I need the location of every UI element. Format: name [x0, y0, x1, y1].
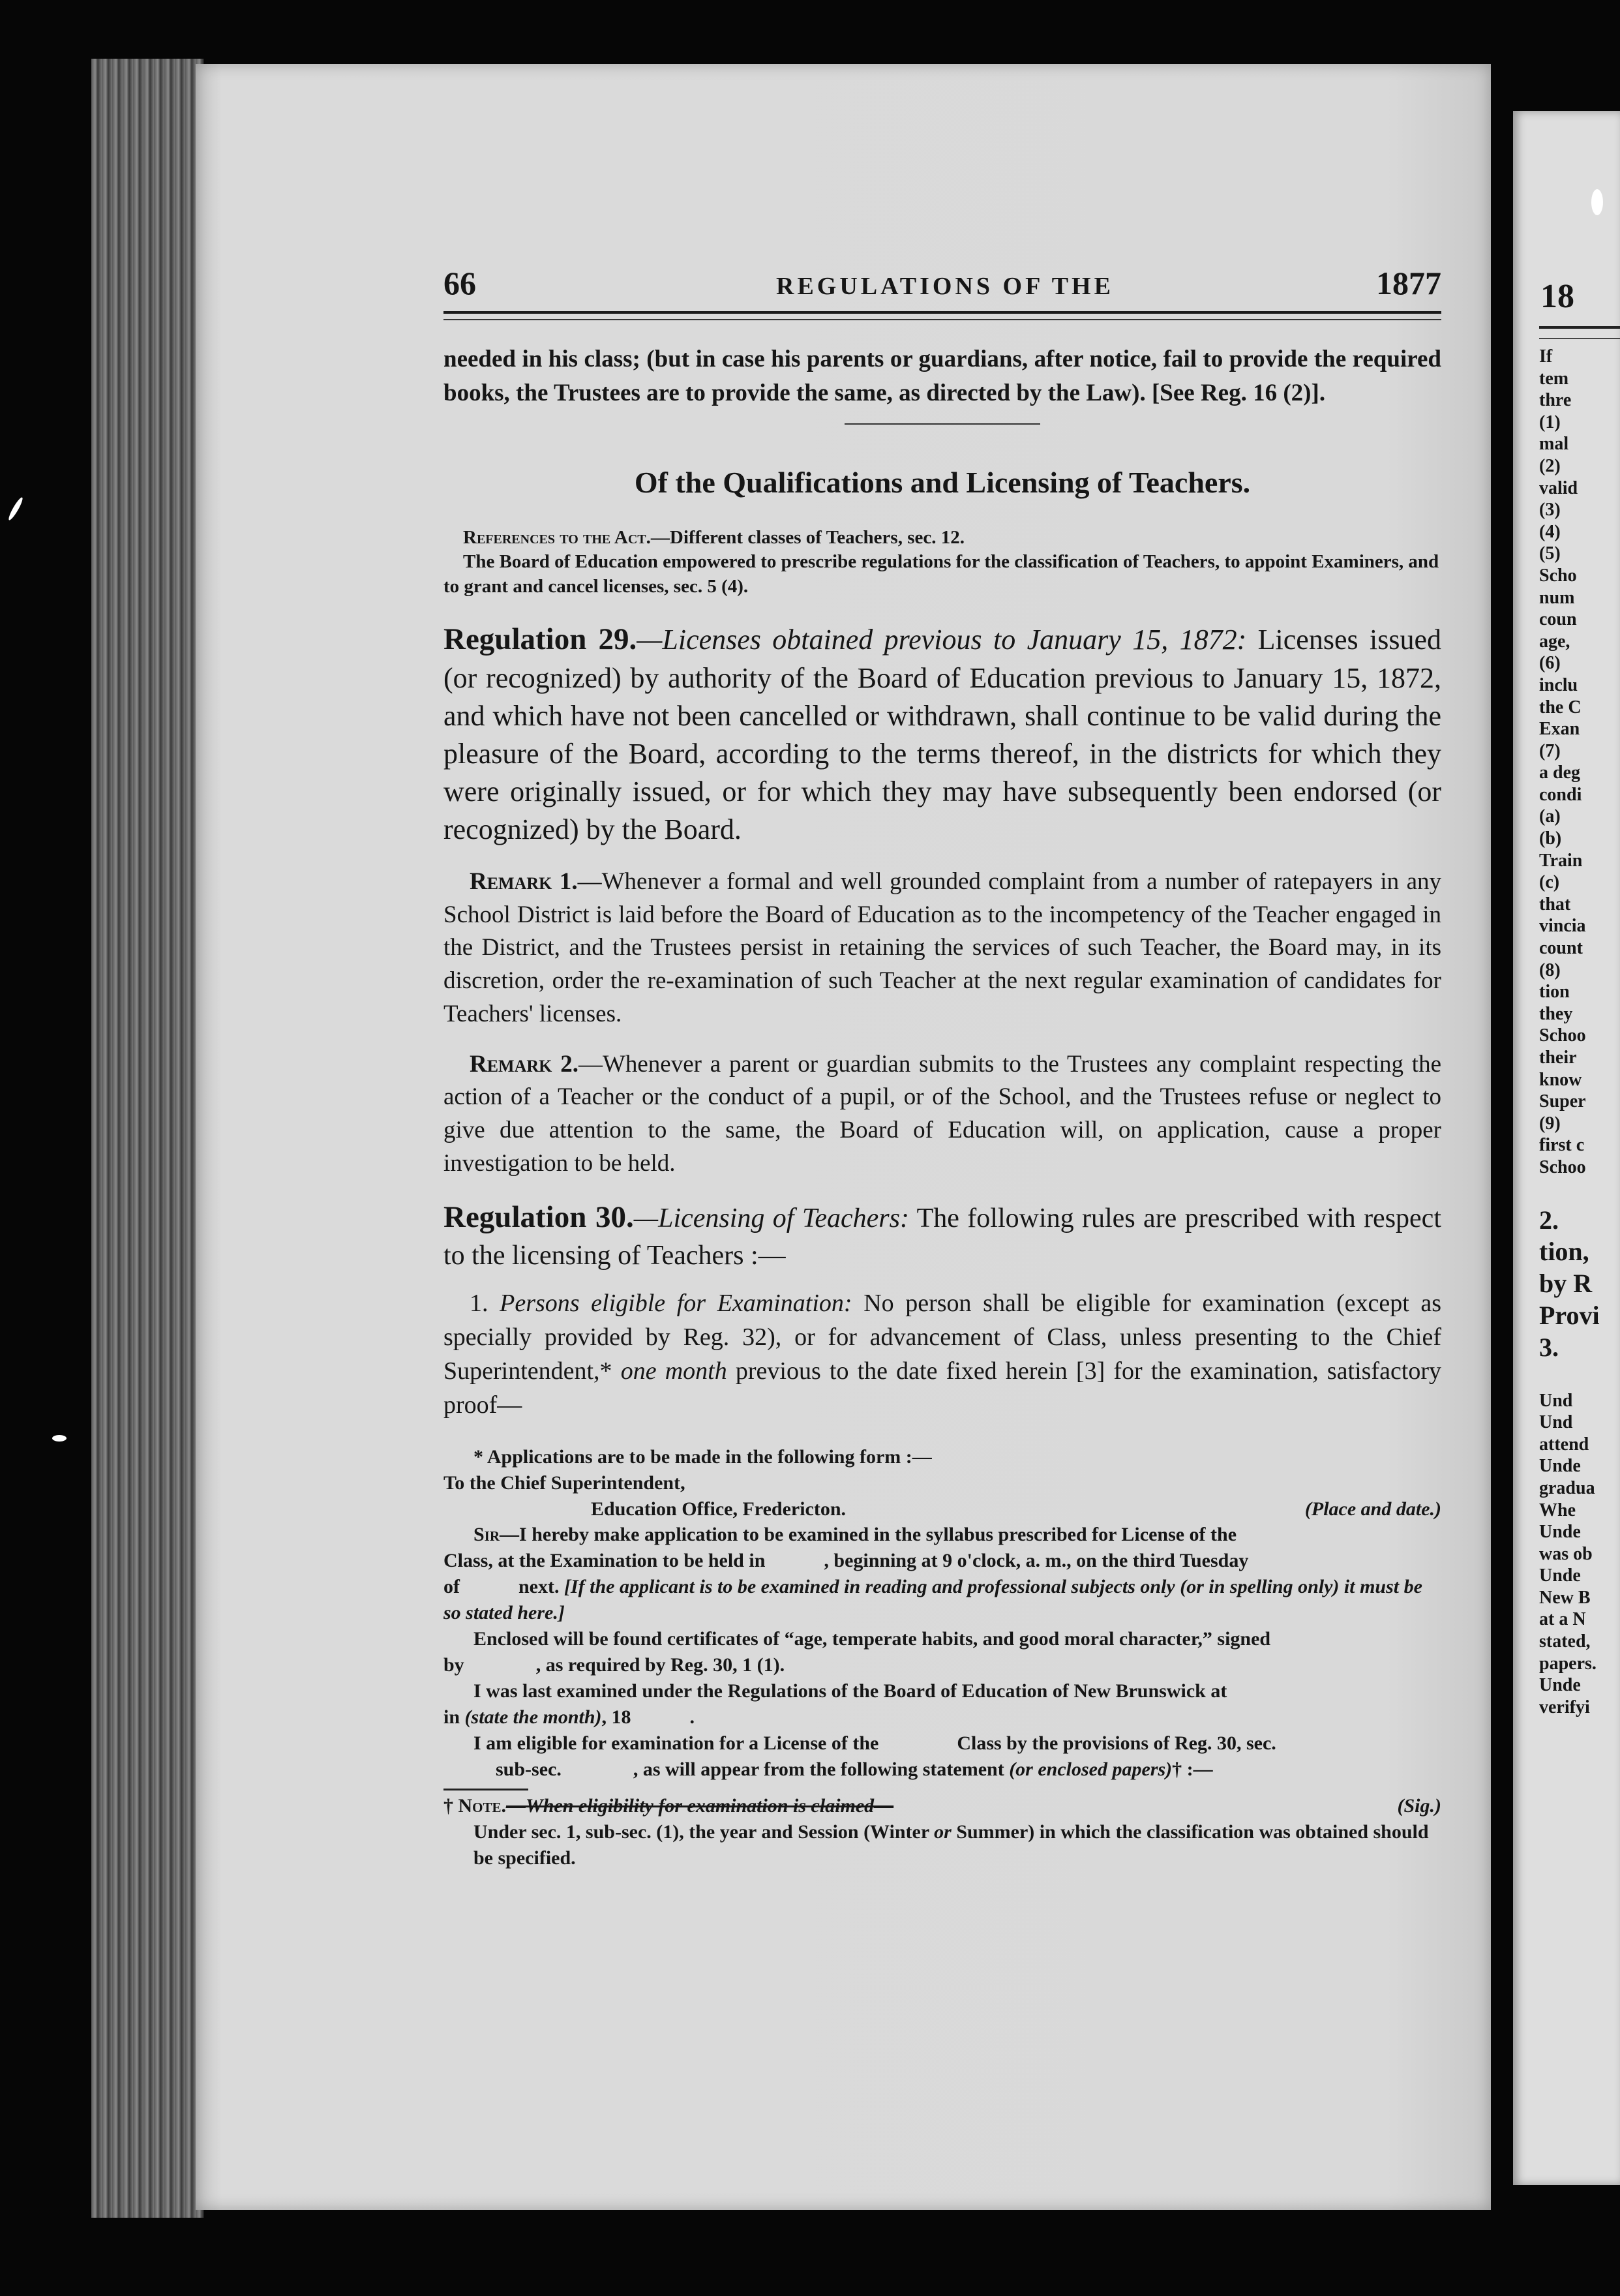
regulation-29-caption: —Licenses obtained previous to January 15, 1872:: [637, 623, 1247, 656]
right-page-line: Schoo: [1539, 1156, 1586, 1177]
right-page-strip: [1513, 111, 1620, 2185]
footnote-last-1: I was last examined under the Regulations of the Board of Education of New Brunswick at: [473, 1680, 1227, 1702]
right-page-line: (a): [1539, 806, 1561, 827]
right-page-line: vincia: [1539, 916, 1586, 937]
rule-1-emphasis: one month: [620, 1357, 727, 1385]
note-or: or: [934, 1821, 952, 1843]
note-body-2: Summer) in which the classification was obtained should be specified.: [473, 1821, 1429, 1869]
scan-speck: [7, 496, 25, 522]
right-page-line: Schoo: [1539, 1025, 1586, 1046]
right-page-line: papers.: [1539, 1653, 1597, 1674]
scan-speck: [52, 1435, 67, 1442]
right-page-line: (7): [1539, 740, 1561, 761]
footnote-intro: * Applications are to be made in the following form :—: [473, 1445, 932, 1468]
right-page-line: (b): [1539, 828, 1562, 849]
remark-2-label: Remark 2.: [470, 1050, 578, 1078]
rule-1-caption: Persons eligible for Examination:: [500, 1289, 852, 1317]
right-page-line: (4): [1539, 521, 1561, 542]
right-page-line: a deg: [1539, 763, 1580, 783]
right-page-line: Unde: [1539, 1522, 1581, 1543]
regulation-29-body: Licenses issued (or recognized) by authority of the Board of Education previous to January 15, 1872, and which have not been cancelled or withdrawn, shall continue to be valid during the pleasure of the Board, according to the terms thereof, in the districts for which they were originally issued, or for which they may have subsequently been endorsed (or recognized) by the Board.: [443, 623, 1441, 845]
right-page-line: count: [1539, 938, 1583, 959]
footnote-short-rule: [443, 1789, 528, 1790]
footnote-last-2b: (state the month): [464, 1706, 602, 1728]
right-page-line: Unde: [1539, 1456, 1581, 1477]
note-label: † Note.: [443, 1795, 507, 1817]
right-page-text: [1539, 346, 1620, 1718]
regulation-30-caption: —Licensing of Teachers:: [633, 1203, 909, 1234]
continuation-paragraph: needed in his class; (but in case his parents or guardians, after notice, fail to provide the required books, the Trustees are to provide the same, as directed by the Law). [See Reg. 16 (2)].: [443, 346, 1441, 406]
footnote-eligible-2c: (or enclosed papers): [1009, 1758, 1173, 1780]
footnote-eligible-2a: sub-sec.: [496, 1758, 562, 1780]
footnote-last-2d: .: [689, 1706, 695, 1728]
footnote-eligible-1b: Class by the provisions of Reg. 30, sec.: [957, 1732, 1276, 1754]
right-page-number: 18: [1540, 278, 1574, 315]
right-page-line: that: [1539, 894, 1571, 914]
application-footnote: [443, 1444, 1441, 1871]
right-page-line: Whe: [1539, 1500, 1576, 1520]
right-page-line: If: [1539, 346, 1553, 367]
right-page-line: Super: [1539, 1091, 1586, 1112]
act-references: [443, 526, 1441, 599]
right-page-line: (5): [1539, 543, 1561, 564]
footnote-eligible-2d: † :—: [1172, 1758, 1213, 1780]
footnote-sir-text: —I hereby make application to be examined in the syllabus prescribed for License of the: [500, 1524, 1237, 1546]
references-text-1: —Different classes of Teachers, sec. 12.: [650, 526, 965, 548]
regulation-30: [443, 1197, 1441, 1274]
footnote-place-date: (Place and date.): [1304, 1498, 1441, 1520]
right-page-line: Train: [1539, 850, 1583, 871]
rule-1-text-1: No person shall be eligible for examination (except as specially provided by Reg. 32), or for advancement of Class, unless presenting to the Chief Superintendent,*: [443, 1289, 1442, 1385]
references-label: References to the Act.: [463, 526, 651, 548]
footnote-addressee: To the Chief Superintendent,: [443, 1472, 685, 1494]
right-page-line: Und: [1539, 1390, 1573, 1411]
right-page-line: gradua: [1539, 1477, 1595, 1498]
right-page-line: verifyi: [1539, 1697, 1590, 1717]
footnote-line3a: of: [443, 1576, 460, 1598]
right-page-line: (1): [1539, 412, 1561, 432]
right-page-line: Exan: [1539, 719, 1580, 740]
right-page-line: mal: [1539, 434, 1569, 455]
right-page-line: (8): [1539, 959, 1561, 980]
signature-placeholder: (Sig.): [1397, 1795, 1441, 1817]
regulation-29: [443, 619, 1441, 849]
right-page-line: first c: [1539, 1135, 1585, 1156]
right-page-line: was ob: [1539, 1543, 1593, 1564]
regulation-30-body: The following rules are prescribed with respect to the licensing of Teachers :—: [443, 1203, 1441, 1271]
right-page-line: valid: [1539, 477, 1578, 498]
footnote-sir-label: Sir: [473, 1524, 500, 1546]
footnote-last-2c: , 18: [601, 1706, 631, 1728]
right-page-line: at a N: [1539, 1609, 1586, 1630]
spacer: [1539, 1179, 1620, 1205]
footnote-office: Education Office, Fredericton.: [591, 1498, 847, 1520]
right-page-line: stated,: [1539, 1631, 1591, 1652]
section-title: Of the Qualifications and Licensing of Teachers.: [634, 465, 1251, 499]
footnote-line2a: Class, at the Examination to be held in: [443, 1550, 766, 1572]
right-page-line: Provi: [1539, 1300, 1600, 1330]
right-page-line: (3): [1539, 500, 1561, 521]
remark-1-label: Remark 1.: [470, 868, 578, 896]
right-page-line: they: [1539, 1003, 1573, 1024]
right-page-line: (2): [1539, 455, 1561, 476]
rule-1-text-2: previous to the date fixed herein [3] for the examination, satisfactory proof—: [443, 1357, 1442, 1419]
remark-1: [443, 866, 1441, 1031]
right-page-line: age,: [1539, 631, 1570, 652]
right-page-line: coun: [1539, 609, 1577, 630]
right-page-line: (9): [1539, 1113, 1561, 1134]
references-text-2: The Board of Education empowered to prescribe regulations for the classification of Teachers, to appoint Examiners, and to grant and cancel licenses, sec. 5 (4).: [443, 551, 1439, 597]
rule-1-number: 1.: [470, 1289, 488, 1317]
remark-2: [443, 1048, 1441, 1181]
page-number: 66: [443, 265, 476, 301]
footnote-eligible-2b: , as will appear from the following statement: [633, 1758, 1004, 1780]
scan-speck: [1591, 189, 1603, 215]
footnote-last-2a: in: [443, 1706, 460, 1728]
right-page-line: New B: [1539, 1587, 1591, 1608]
note-body-1: Under sec. 1, sub-sec. (1), the year and Session (Winter: [473, 1821, 929, 1843]
header-year: 1877: [1376, 265, 1441, 301]
section-separator: [845, 423, 1040, 425]
remark-1-text: —Whenever a formal and well grounded complaint from a number of ratepayers in any School District is laid before the Board of Education as to the incompetency of the Teacher engaged in the District, and the Trustees persist in retaining the services of such Teacher, the Board may, in its discretion, order the re-examination of such Teacher at the next regular examination of candidates for Teachers' licenses.: [443, 868, 1441, 1027]
page-content: [443, 264, 1441, 1871]
spacer: [1539, 1364, 1620, 1390]
right-page-line: Und: [1539, 1412, 1573, 1433]
footnote-line3b: next.: [518, 1576, 560, 1598]
right-page-line: (6): [1539, 653, 1561, 674]
right-page-line: tion: [1539, 982, 1570, 1003]
remark-2-text: —Whenever a parent or guardian submits to the Trustees any complaint respecting the action of a Teacher or the conduct of a pupil, or of the School, and the Trustees refuse or neglect to give due attention to the same, the Board of Education will, on application, cause a proper investigation to be held.: [443, 1050, 1441, 1177]
right-page-line: tion,: [1539, 1237, 1589, 1267]
right-page-line: 3.: [1539, 1332, 1559, 1362]
regulation-29-heading: Regulation 29.: [443, 622, 637, 656]
right-header-rule: [1539, 326, 1620, 339]
regulation-30-heading: Regulation 30.: [443, 1200, 634, 1235]
right-page-line: know: [1539, 1069, 1582, 1090]
footnote-enclosed-1: Enclosed will be found certificates of “age, temperate habits, and good moral character,” signed: [473, 1628, 1271, 1650]
rule-1: [443, 1286, 1441, 1422]
right-page-line: by R: [1539, 1269, 1593, 1299]
right-page-line: tem: [1539, 368, 1569, 389]
right-page-line: Scho: [1539, 565, 1577, 586]
right-page-line: condi: [1539, 784, 1582, 805]
footnote-enclosed-2a: by: [443, 1654, 464, 1676]
header-rule: [443, 311, 1441, 320]
right-page-line: the C: [1539, 697, 1582, 718]
footnote-line3c: [If the applicant is to be examined in reading and professional subjects only (or in spelling only) it must be so stated here.]: [443, 1576, 1422, 1624]
right-page-line: (c): [1539, 872, 1560, 893]
running-title: REGULATIONS OF THE: [776, 273, 1114, 300]
footnote-enclosed-2b: , as required by Reg. 30, 1 (1).: [535, 1654, 785, 1676]
footnote-line2b: , beginning at 9 o'clock, a. m., on the third Tuesday: [824, 1550, 1249, 1572]
right-page-line: 2.: [1539, 1205, 1559, 1235]
page-edge-shadow: [91, 59, 203, 2218]
right-page-line: Unde: [1539, 1675, 1581, 1696]
right-page-line: attend: [1539, 1434, 1589, 1455]
note-text: —When eligibility for examination is claimed—: [506, 1795, 894, 1817]
right-page-line: their: [1539, 1048, 1577, 1068]
right-page-line: num: [1539, 587, 1575, 608]
footnote-eligible-1a: I am eligible for examination for a License of the: [473, 1732, 879, 1754]
running-header: [443, 264, 1441, 307]
right-page-line: thre: [1539, 390, 1572, 411]
right-page-line: inclu: [1539, 674, 1578, 695]
right-page-line: Unde: [1539, 1565, 1581, 1586]
